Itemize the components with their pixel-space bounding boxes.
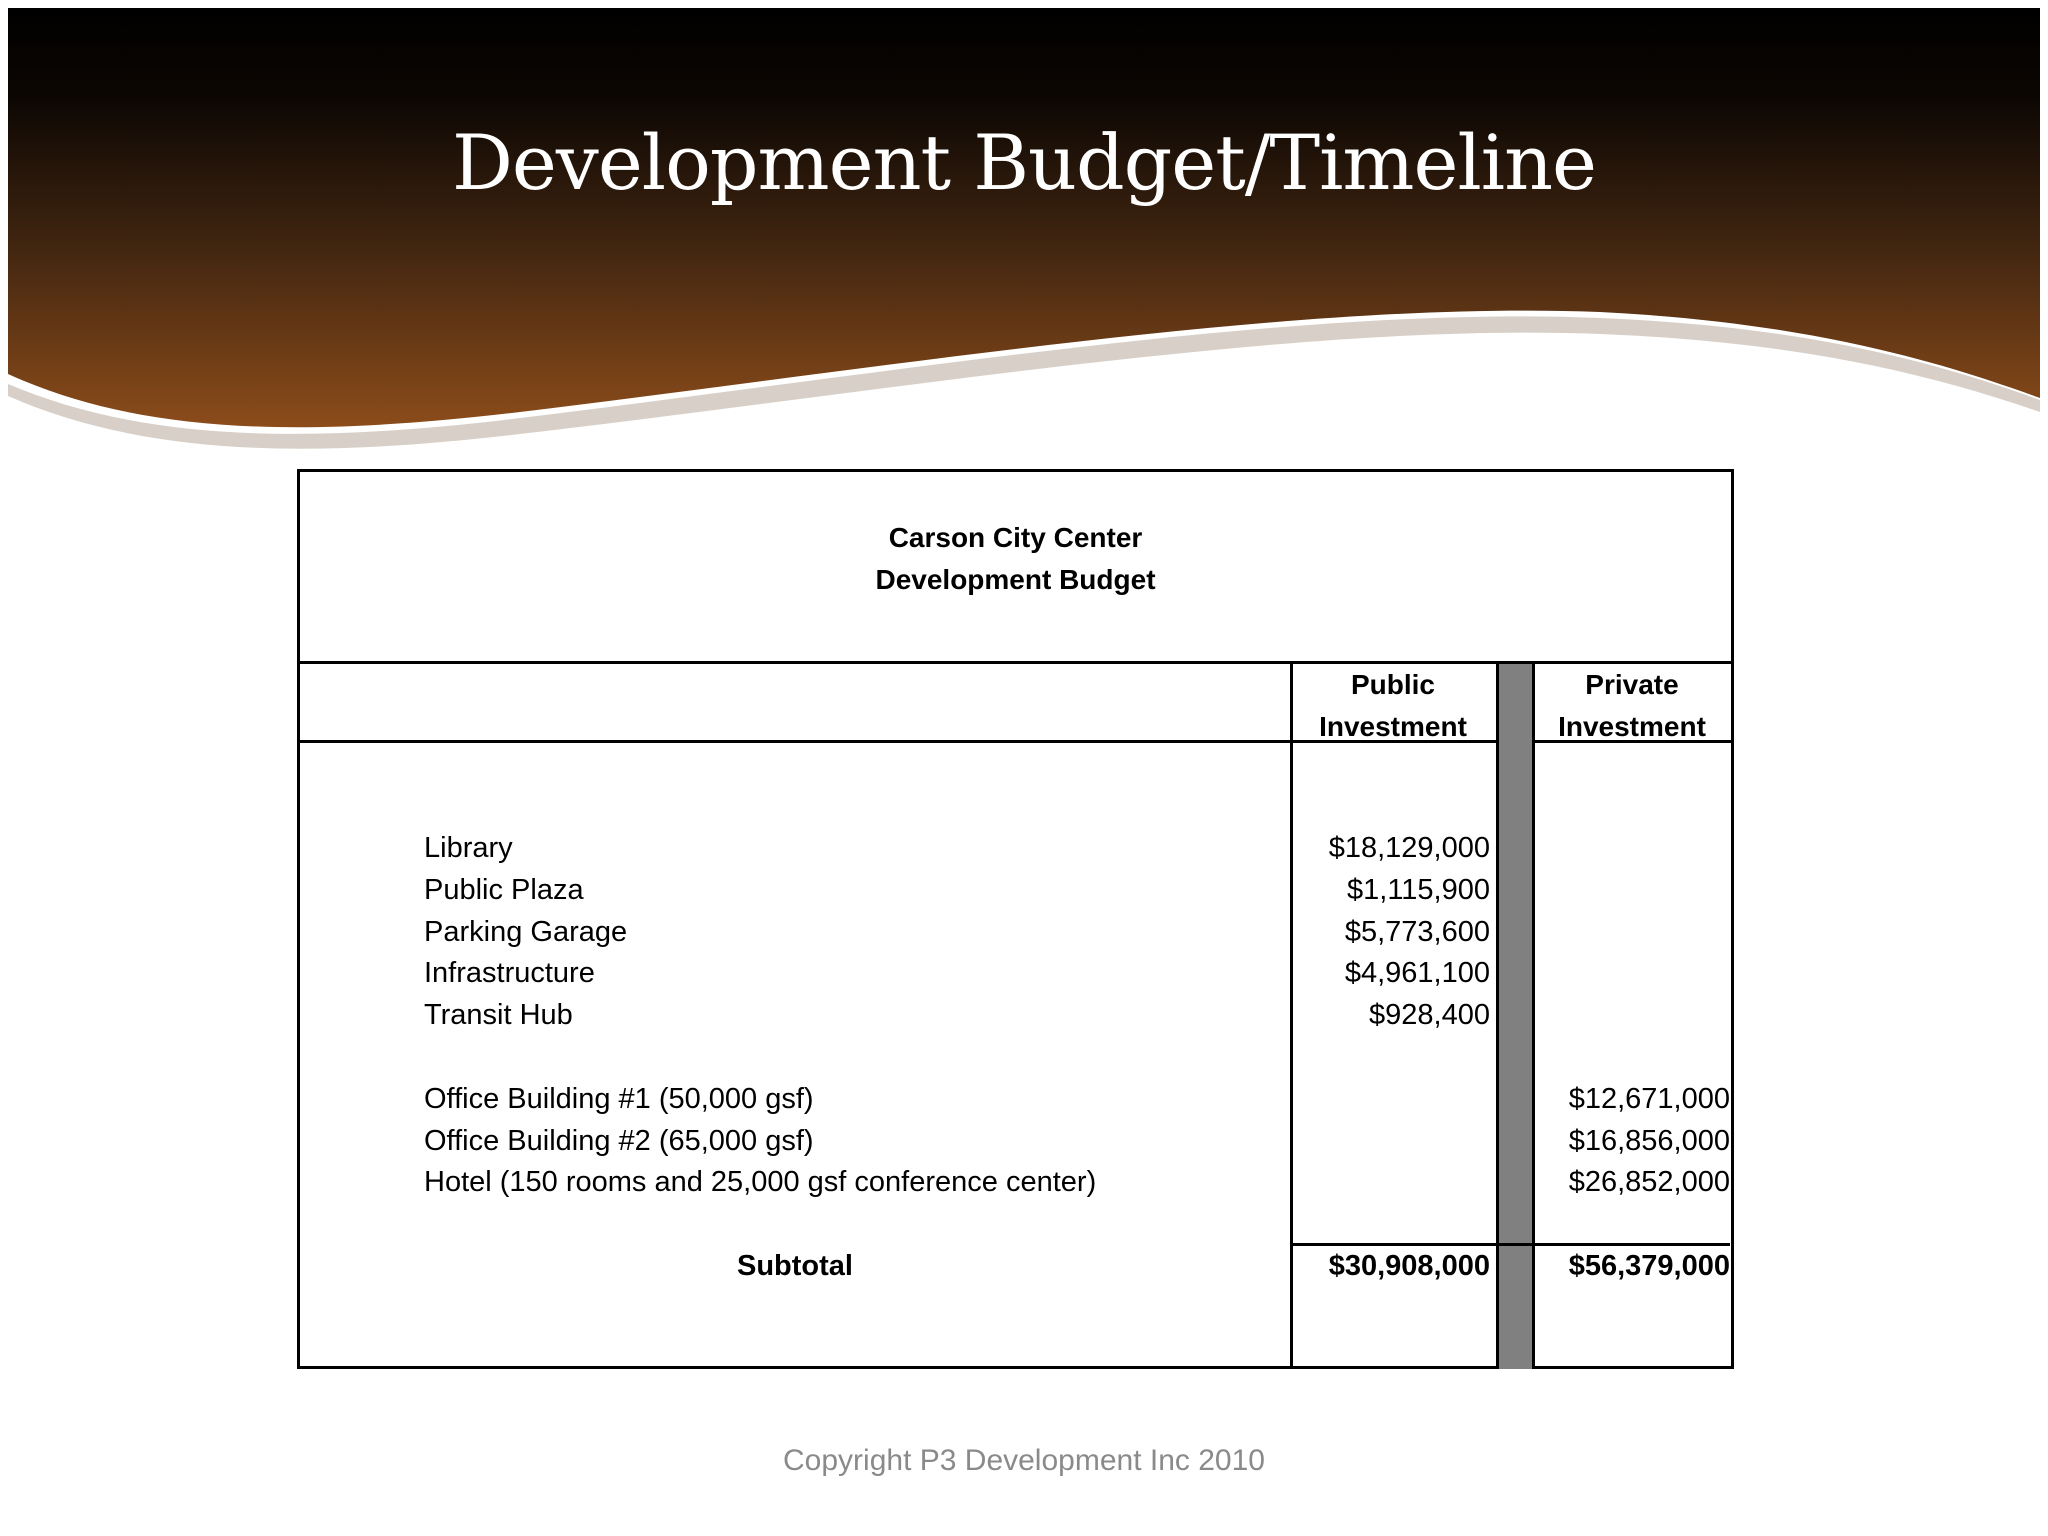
private-header-line2: Investment: [1558, 711, 1706, 742]
table-title-line2: Development Budget: [875, 564, 1156, 595]
row-value-public-plaza: $1,115,900: [1347, 874, 1490, 906]
subtotal-label: Subtotal: [737, 1250, 853, 1282]
row-value-hotel: $26,852,000: [1568, 1166, 1730, 1198]
row-value-parking-garage: $5,773,600: [1344, 916, 1490, 948]
header-banner: [0, 0, 2048, 470]
table-title-line1: Carson City Center: [888, 522, 1143, 553]
row-label-office-building-2: Office Building #2 (65,000 gsf): [424, 1125, 814, 1157]
row-label-parking-garage: Parking Garage: [424, 916, 628, 948]
row-label-infrastructure: Infrastructure: [424, 957, 595, 989]
slide-title: Development Budget/Timeline: [451, 118, 1597, 207]
row-value-transit-hub: $928,400: [1369, 999, 1490, 1031]
row-label-office-building-1: Office Building #1 (50,000 gsf): [424, 1083, 814, 1115]
subtotal-public-value: $30,908,000: [1328, 1250, 1490, 1282]
row-value-infrastructure: $4,961,100: [1344, 957, 1490, 989]
row-value-office-building-2: $16,856,000: [1568, 1125, 1730, 1157]
subtotal-private-value: $56,379,000: [1568, 1250, 1730, 1282]
row-label-public-plaza: Public Plaza: [424, 874, 584, 906]
row-value-office-building-1: $12,671,000: [1568, 1083, 1730, 1115]
row-label-transit-hub: Transit Hub: [424, 999, 573, 1031]
row-label-hotel: Hotel (150 rooms and 25,000 gsf conference center): [424, 1166, 1097, 1198]
row-label-library: Library: [424, 832, 513, 864]
public-header-line2: Investment: [1319, 711, 1467, 742]
budget-table: [297, 469, 1734, 1369]
public-header-line1: Public: [1350, 669, 1435, 700]
row-value-library: $18,129,000: [1328, 832, 1490, 864]
private-header-line1: Private: [1585, 669, 1679, 700]
copyright-footer: Copyright P3 Development Inc 2010: [783, 1444, 1265, 1477]
